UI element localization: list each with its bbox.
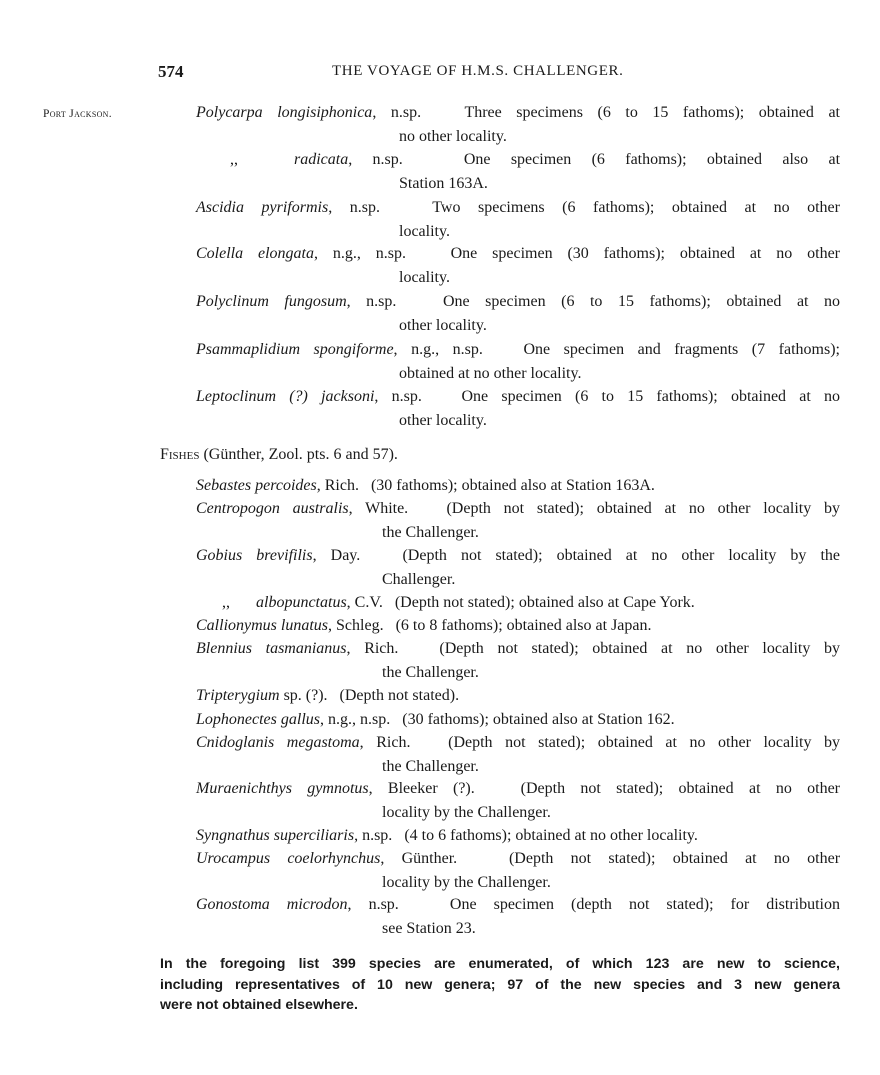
- species-entry: [196, 544, 840, 591]
- species-authority: , C.V.: [346, 594, 383, 611]
- species-note: (Depth not stated); obtained at no other locality by the: [402, 547, 841, 564]
- species-note: One specimen (6 fathoms); obtained also at: [463, 151, 841, 168]
- species-note: (Depth not stated); obtained also at Cape York.: [394, 594, 695, 611]
- species-name: radicata: [294, 151, 349, 168]
- species-authority: , Rich.: [316, 477, 359, 494]
- species-note-cont: locality by the Challenger.: [382, 803, 551, 821]
- species-name: Ascidia pyriformis: [196, 199, 329, 216]
- species-authority: , n.sp.: [346, 293, 397, 310]
- species-authority: , Rich.: [346, 640, 399, 657]
- species-entry: [196, 338, 840, 385]
- species-name: Sebastes percoides: [196, 477, 317, 494]
- section-heading-ref: (Günther, Zool. pts. 6 and 57).: [199, 446, 398, 463]
- species-name: albopunctatus: [256, 594, 347, 611]
- species-name: Callionymus lunatus: [196, 617, 329, 634]
- running-head: THE VOYAGE OF H.M.S. CHALLENGER.: [332, 63, 624, 79]
- species-name: Lophonectes gallus: [196, 711, 320, 728]
- species-entry: [196, 497, 840, 544]
- species-note: One specimen (6 to 15 fathoms); obtained at no: [461, 388, 841, 405]
- species-authority: , Günther.: [380, 850, 458, 867]
- species-note: (Depth not stated); obtained at no other locality by: [446, 500, 840, 517]
- species-note-cont: locality.: [399, 268, 450, 286]
- species-note: One specimen (6 to 15 fathoms); obtained at no: [442, 293, 841, 310]
- species-entry: [196, 474, 840, 498]
- species-note: (30 fathoms); obtained also at Station 162.: [402, 711, 675, 728]
- species-note: (6 to 8 fathoms); obtained also at Japan.: [395, 617, 652, 634]
- species-authority: , n.g., n.sp.: [313, 245, 406, 262]
- species-note: (30 fathoms); obtained also at Station 163A.: [370, 477, 655, 494]
- species-note-cont: other locality.: [399, 316, 487, 334]
- species-authority: , n.sp.: [348, 151, 403, 168]
- summary-line: In the foregoing list 399 species are enumerated, of which 123 are new to science,: [160, 956, 840, 972]
- species-name: Muraenichthys gymnotus: [196, 780, 369, 797]
- ditto-mark: ,,: [222, 594, 230, 611]
- species-name: Urocampus coelorhynchus: [196, 850, 381, 867]
- species-name: Syngnathus superciliaris: [196, 827, 355, 844]
- species-authority: , n.g., n.sp.: [393, 341, 483, 358]
- species-note: One specimen (depth not stated); for distribution: [449, 896, 841, 913]
- species-note-cont: Station 163A.: [399, 174, 488, 192]
- species-authority: , n.g., n.sp.: [320, 711, 391, 728]
- species-note-cont: locality.: [399, 222, 450, 240]
- summary-line: including representatives of 10 new genera; 97 of the new species and 3 new genera: [160, 976, 840, 993]
- species-name: Blennius tasmanianus: [196, 640, 347, 657]
- species-entry: [196, 824, 840, 848]
- species-note: One specimen and fragments (7 fathoms);: [523, 341, 840, 358]
- species-name: Polycarpa longisiphonica: [196, 104, 373, 121]
- summary-paragraph: [160, 954, 840, 1016]
- species-authority: , n.sp.: [328, 199, 380, 216]
- species-entry: [196, 777, 840, 824]
- species-entry: [196, 708, 840, 732]
- species-note-cont: see Station 23.: [382, 919, 476, 937]
- species-authority: , White.: [348, 500, 409, 517]
- species-note: (Depth not stated); obtained at no other: [508, 850, 841, 867]
- species-note: One specimen (30 fathoms); obtained at no other: [450, 245, 840, 262]
- species-name: Leptoclinum (?) jacksoni: [196, 388, 375, 405]
- species-note: Two specimens (6 fathoms); obtained at no other: [432, 199, 840, 216]
- species-name: Colella elongata: [196, 245, 314, 262]
- species-authority: , n.sp.: [347, 896, 399, 913]
- species-note-cont: the Challenger.: [382, 757, 479, 775]
- species-note-cont: no other locality.: [399, 127, 507, 145]
- summary-line: were not obtained elsewhere.: [160, 997, 358, 1013]
- locality-label: Port Jackson.: [43, 108, 112, 120]
- species-authority: , Schleg.: [328, 617, 384, 634]
- species-note-cont: other locality.: [399, 411, 487, 429]
- species-authority: , n.sp.: [372, 104, 422, 121]
- species-entry: [196, 614, 840, 638]
- species-note: (Depth not stated); obtained at no other locality by: [448, 734, 841, 751]
- species-entry: [196, 242, 840, 289]
- species-note: Three specimens (6 to 15 fathoms); obtained at: [464, 104, 840, 121]
- species-authority: , Rich.: [359, 734, 411, 751]
- species-entry: [196, 290, 840, 337]
- species-name: Polyclinum fungosum: [196, 293, 347, 310]
- species-note-cont: the Challenger.: [382, 523, 479, 541]
- page-number: 574: [158, 62, 184, 81]
- species-entry: [196, 684, 840, 708]
- species-entry: [196, 385, 840, 432]
- species-authority: sp. (?).: [279, 687, 328, 704]
- species-note: (Depth not stated).: [339, 687, 460, 704]
- species-note: (Depth not stated); obtained at no other: [520, 780, 841, 797]
- species-entry: [222, 591, 840, 615]
- species-entry: [196, 893, 840, 940]
- species-name: Cnidoglanis megastoma: [196, 734, 360, 751]
- species-entry: [196, 101, 840, 148]
- species-entry: [196, 637, 840, 684]
- species-name: Gobius brevifilis: [196, 547, 313, 564]
- species-note: (Depth not stated); obtained at no other locality by: [439, 640, 841, 657]
- species-entry: [196, 731, 840, 778]
- species-name: Psammaplidium spongiforme: [196, 341, 394, 358]
- species-name: Centropogon australis: [196, 500, 349, 517]
- species-note-cont: obtained at no other locality.: [399, 364, 582, 382]
- species-entry: [196, 196, 840, 243]
- species-note-cont: Challenger.: [382, 570, 456, 588]
- species-authority: , n.sp.: [354, 827, 393, 844]
- species-authority: , Bleeker (?).: [368, 780, 475, 797]
- section-heading-label: Fishes: [160, 446, 200, 463]
- species-entry: [196, 847, 840, 894]
- species-note-cont: the Challenger.: [382, 663, 479, 681]
- ditto-mark: ,,: [230, 151, 238, 168]
- species-name: Tripterygium: [196, 687, 280, 704]
- species-entry: [230, 148, 840, 195]
- species-name: Gonostoma microdon: [196, 896, 348, 913]
- species-authority: , Day.: [312, 547, 361, 564]
- species-note-cont: locality by the Challenger.: [382, 873, 551, 891]
- section-heading-fishes: [160, 446, 398, 464]
- species-authority: , n.sp.: [374, 388, 422, 405]
- species-note: (4 to 6 fathoms); obtained at no other locality.: [404, 827, 698, 844]
